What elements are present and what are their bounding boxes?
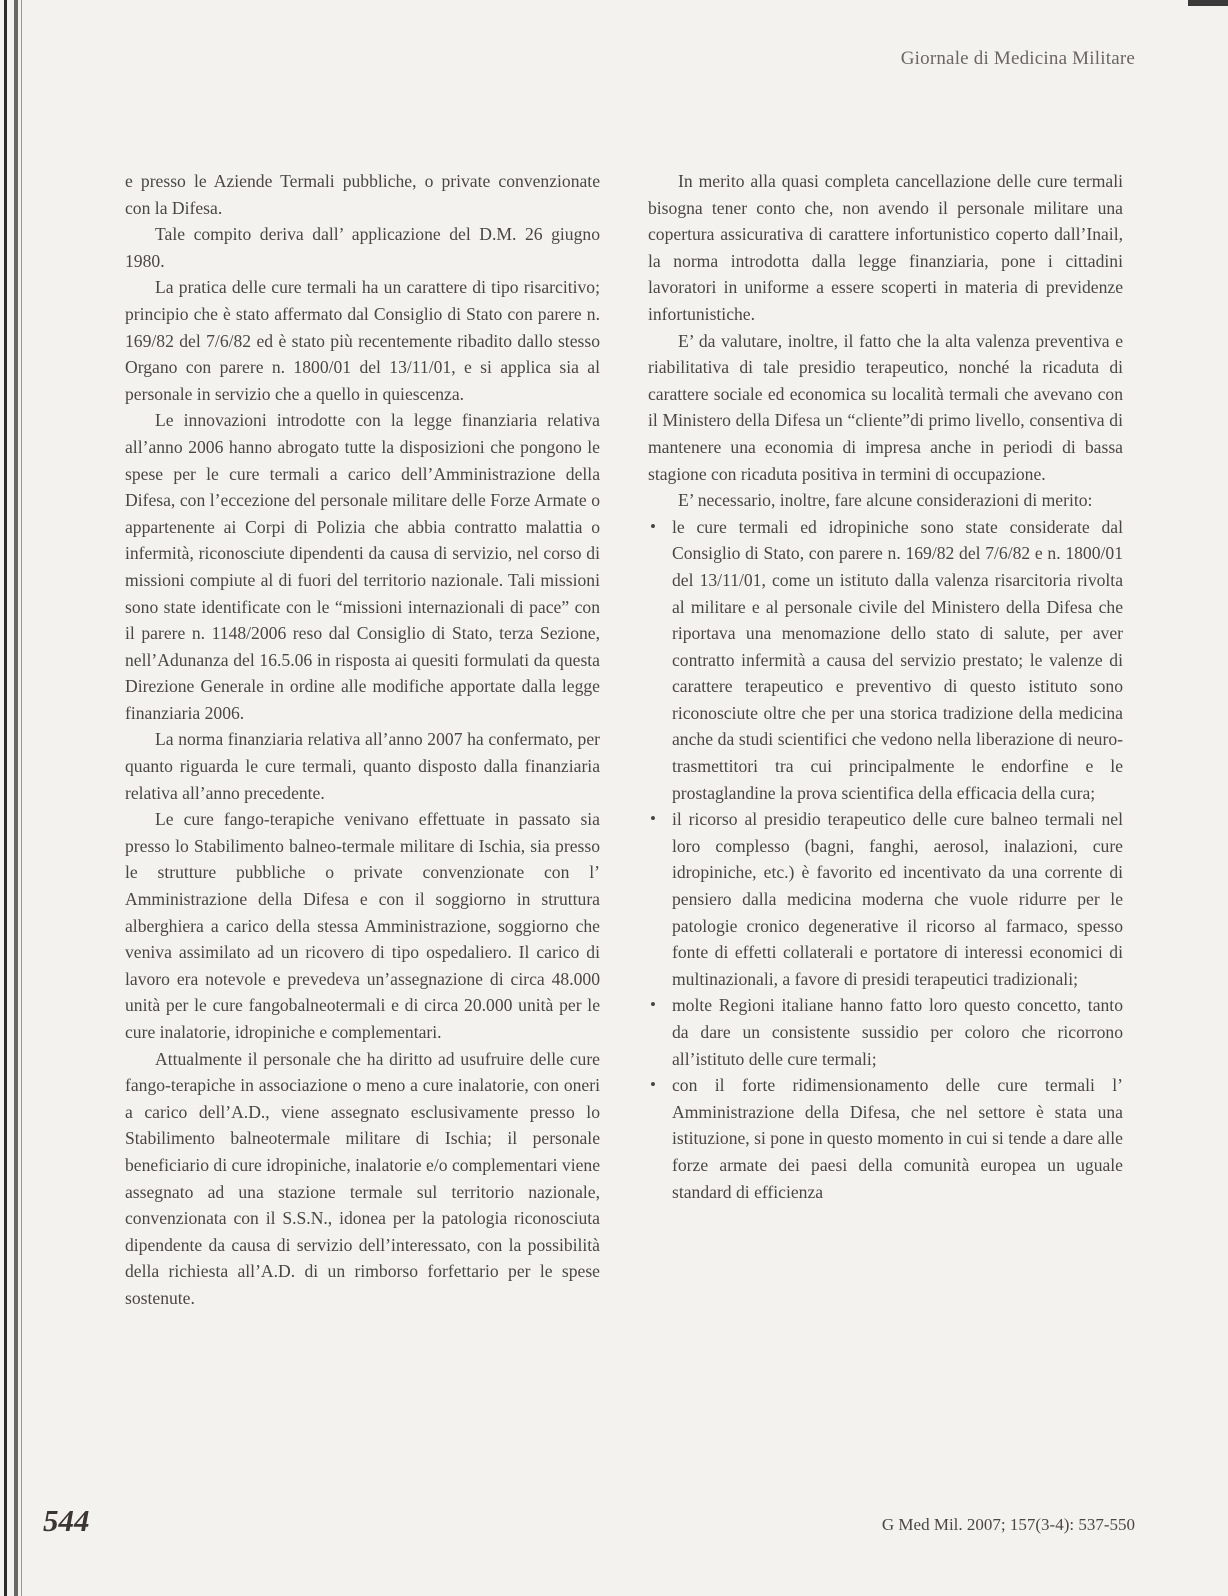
left-column	[125, 168, 600, 1312]
paragraph: Attualmente il personale che ha diritto ad usufruire delle cure fango-terapiche in associazione o meno a cure inalatorie, con oneri a carico dell’A.D., viene assegnato esclusivamente presso lo Stabilimento balneotermale militare di Ischia; il personale beneficiario di cure idropiniche, inalatorie e/o complementari viene assegnato ad una stazione termale sul territorio nazionale, convenzionata con il S.S.N., idonea per la patologia riconosciuta dipendente da causa di servizio dell’interessato, con la possibilità della richiesta all’A.D. di un rimborso forfettario per le spese sostenute.	[125, 1048, 600, 1308]
bullet-icon: •	[650, 809, 656, 829]
considerations-list	[648, 514, 1123, 1205]
paragraph: Le cure fango-terapiche venivano effettuate in passato sia presso lo Stabilimento balneo-termale militare di Ischia, sia presso le strutture pubbliche o private convenzionate con l’ Amministrazione della Difesa e con il soggiorno in struttura alberghiera a carico della stessa Amministrazione, soggiorno che veniva assimilato ad un ricovero di tipo ospedaliero. Il carico di lavoro era notevole e prevedeva un’assegnazione di circa 48.000 unità per le cure fangobalneotermali e di circa 20.000 unità per le cure inalatorie, idropiniche e complementari.	[125, 809, 600, 1042]
list-item	[648, 992, 1123, 1072]
page-corner-mark	[1188, 0, 1228, 6]
list-item-text: le cure termali ed idropiniche sono state considerate dal Consiglio di Stato, con parere n. 169/82 del 7/6/82 e n. 1800/01 del 13/11/01, come un istituto dalla valenza risarcitoria rivolta al militare e al personale civile del Ministero della Difesa che riportava una menomazione dello stato di salute, per aver contratto infermità a causa del servizio prestato; le valenze di carattere terapeutico e preventivo di questo istituto sono riconosciute oltre che per una storica tradizione della medicina anche da studi scientifici che vedono nella liberazione di neuro-trasmettitori tra cui principalmente le endorfine e le prostaglandine la prova scientifica della efficacia della cura;	[672, 516, 1123, 803]
paragraph: La pratica delle cure termali ha un carattere di tipo risarcitivo; principio che è stato affermato dal Consiglio di Stato con parere n. 169/82 del 7/6/82 ed è stato più recentemente ribadito dallo stesso Organo con parere n. 1800/01 del 13/11/01, e si applica sia al personale in servizio che a quello in quiescenza.	[125, 277, 600, 404]
bullet-icon: •	[650, 1075, 656, 1095]
paragraph: In merito alla quasi completa cancellazione delle cure termali bisogna tener conto che, non avendo il personale militare una copertura assicurativa di carattere infortunistico coperto dall’Inail, la norma introdotta dalla legge finanziaria, pone i cittadini lavoratori in uniforme a essere scoperti in materia di previdenze infortunistiche.	[648, 171, 1123, 324]
paragraph: e presso le Aziende Termali pubbliche, o private convenzionate con la Difesa.	[125, 171, 600, 218]
paragraph: E’ necessario, inoltre, fare alcune considerazioni di merito:	[678, 490, 1093, 511]
list-item-text: con il forte ridimensionamento delle cure termali l’ Amministrazione della Difesa, che nel settore è stata una istituzione, si pone in questo momento in cui si tende a dare alle forze armate dei paesi della comunità europea un uguale standard di efficienza	[672, 1075, 1123, 1202]
page-number: 544	[43, 1503, 90, 1538]
journal-header: Giornale di Medicina Militare	[900, 48, 1135, 69]
paragraph: E’ da valutare, inoltre, il fatto che la alta valenza preventiva e riabilitativa di tale presidio terapeutico, nonché la ricaduta di carattere sociale ed economica su località termali che avevano con il Ministero della Difesa un “cliente”di primo livello, consentiva di mantenere una economia di impresa anche in periodi di bassa stagione con ricaduta positiva in termini di occupazione.	[648, 330, 1123, 484]
bullet-icon: •	[650, 516, 656, 536]
list-item	[648, 1072, 1123, 1205]
list-item-text: il ricorso al presidio terapeutico delle cure balneo termali nel loro complesso (bagni, fanghi, aerosol, inalazioni, cure idropiniche, etc.) è favorito ed incentivato da una corrente di pensiero dalla medicina moderna che vuole ridurre per le patologie cronico degenerative il ricorso al farmaco, spesso fonte di effetti collaterali e portatore di interessi economici di multinazionali, a favore di presidi terapeutici tradizionali;	[672, 809, 1123, 989]
right-column	[648, 168, 1123, 1205]
page-binding-edge	[0, 0, 30, 1596]
list-item	[648, 806, 1123, 992]
list-item-text: molte Regioni italiane hanno fatto loro questo concetto, tanto da dare un consistente sussidio per coloro che ricorrono all’istituto delle cure termali;	[672, 995, 1123, 1069]
paragraph: Tale compito deriva dall’ applicazione del D.M. 26 giugno 1980.	[125, 224, 600, 271]
list-item	[648, 514, 1123, 807]
paragraph: Le innovazioni introdotte con la legge finanziaria relativa all’anno 2006 hanno abrogato tutte la disposizioni che pongono le spese per le cure termali a carico dell’Amministrazione della Difesa, con l’eccezione del personale militare delle Forze Armate o appartenente ai Corpi di Polizia che abbia contratto malattia o infermità, riconosciute dipendenti da causa di servizio, nel corso di missioni compiute al di fuori del territorio nazionale. Tali missioni sono state identificate con le “missioni internazionali di pace” con il parere n. 1148/2006 reso dal Consiglio di Stato, terza Sezione, nell’Adunanza del 16.5.06 in risposta ai quesiti formulati da questa Direzione Generale in ordine alle modifiche apportate dalla legge finanziaria 2006.	[125, 410, 600, 723]
paragraph: La norma finanziaria relativa all’anno 2007 ha confermato, per quanto riguarda le cure termali, quanto disposto dalla finanziaria relativa all’anno precedente.	[125, 729, 600, 803]
journal-citation: G Med Mil. 2007; 157(3-4): 537-550	[881, 1515, 1135, 1534]
bullet-icon: •	[650, 995, 656, 1015]
